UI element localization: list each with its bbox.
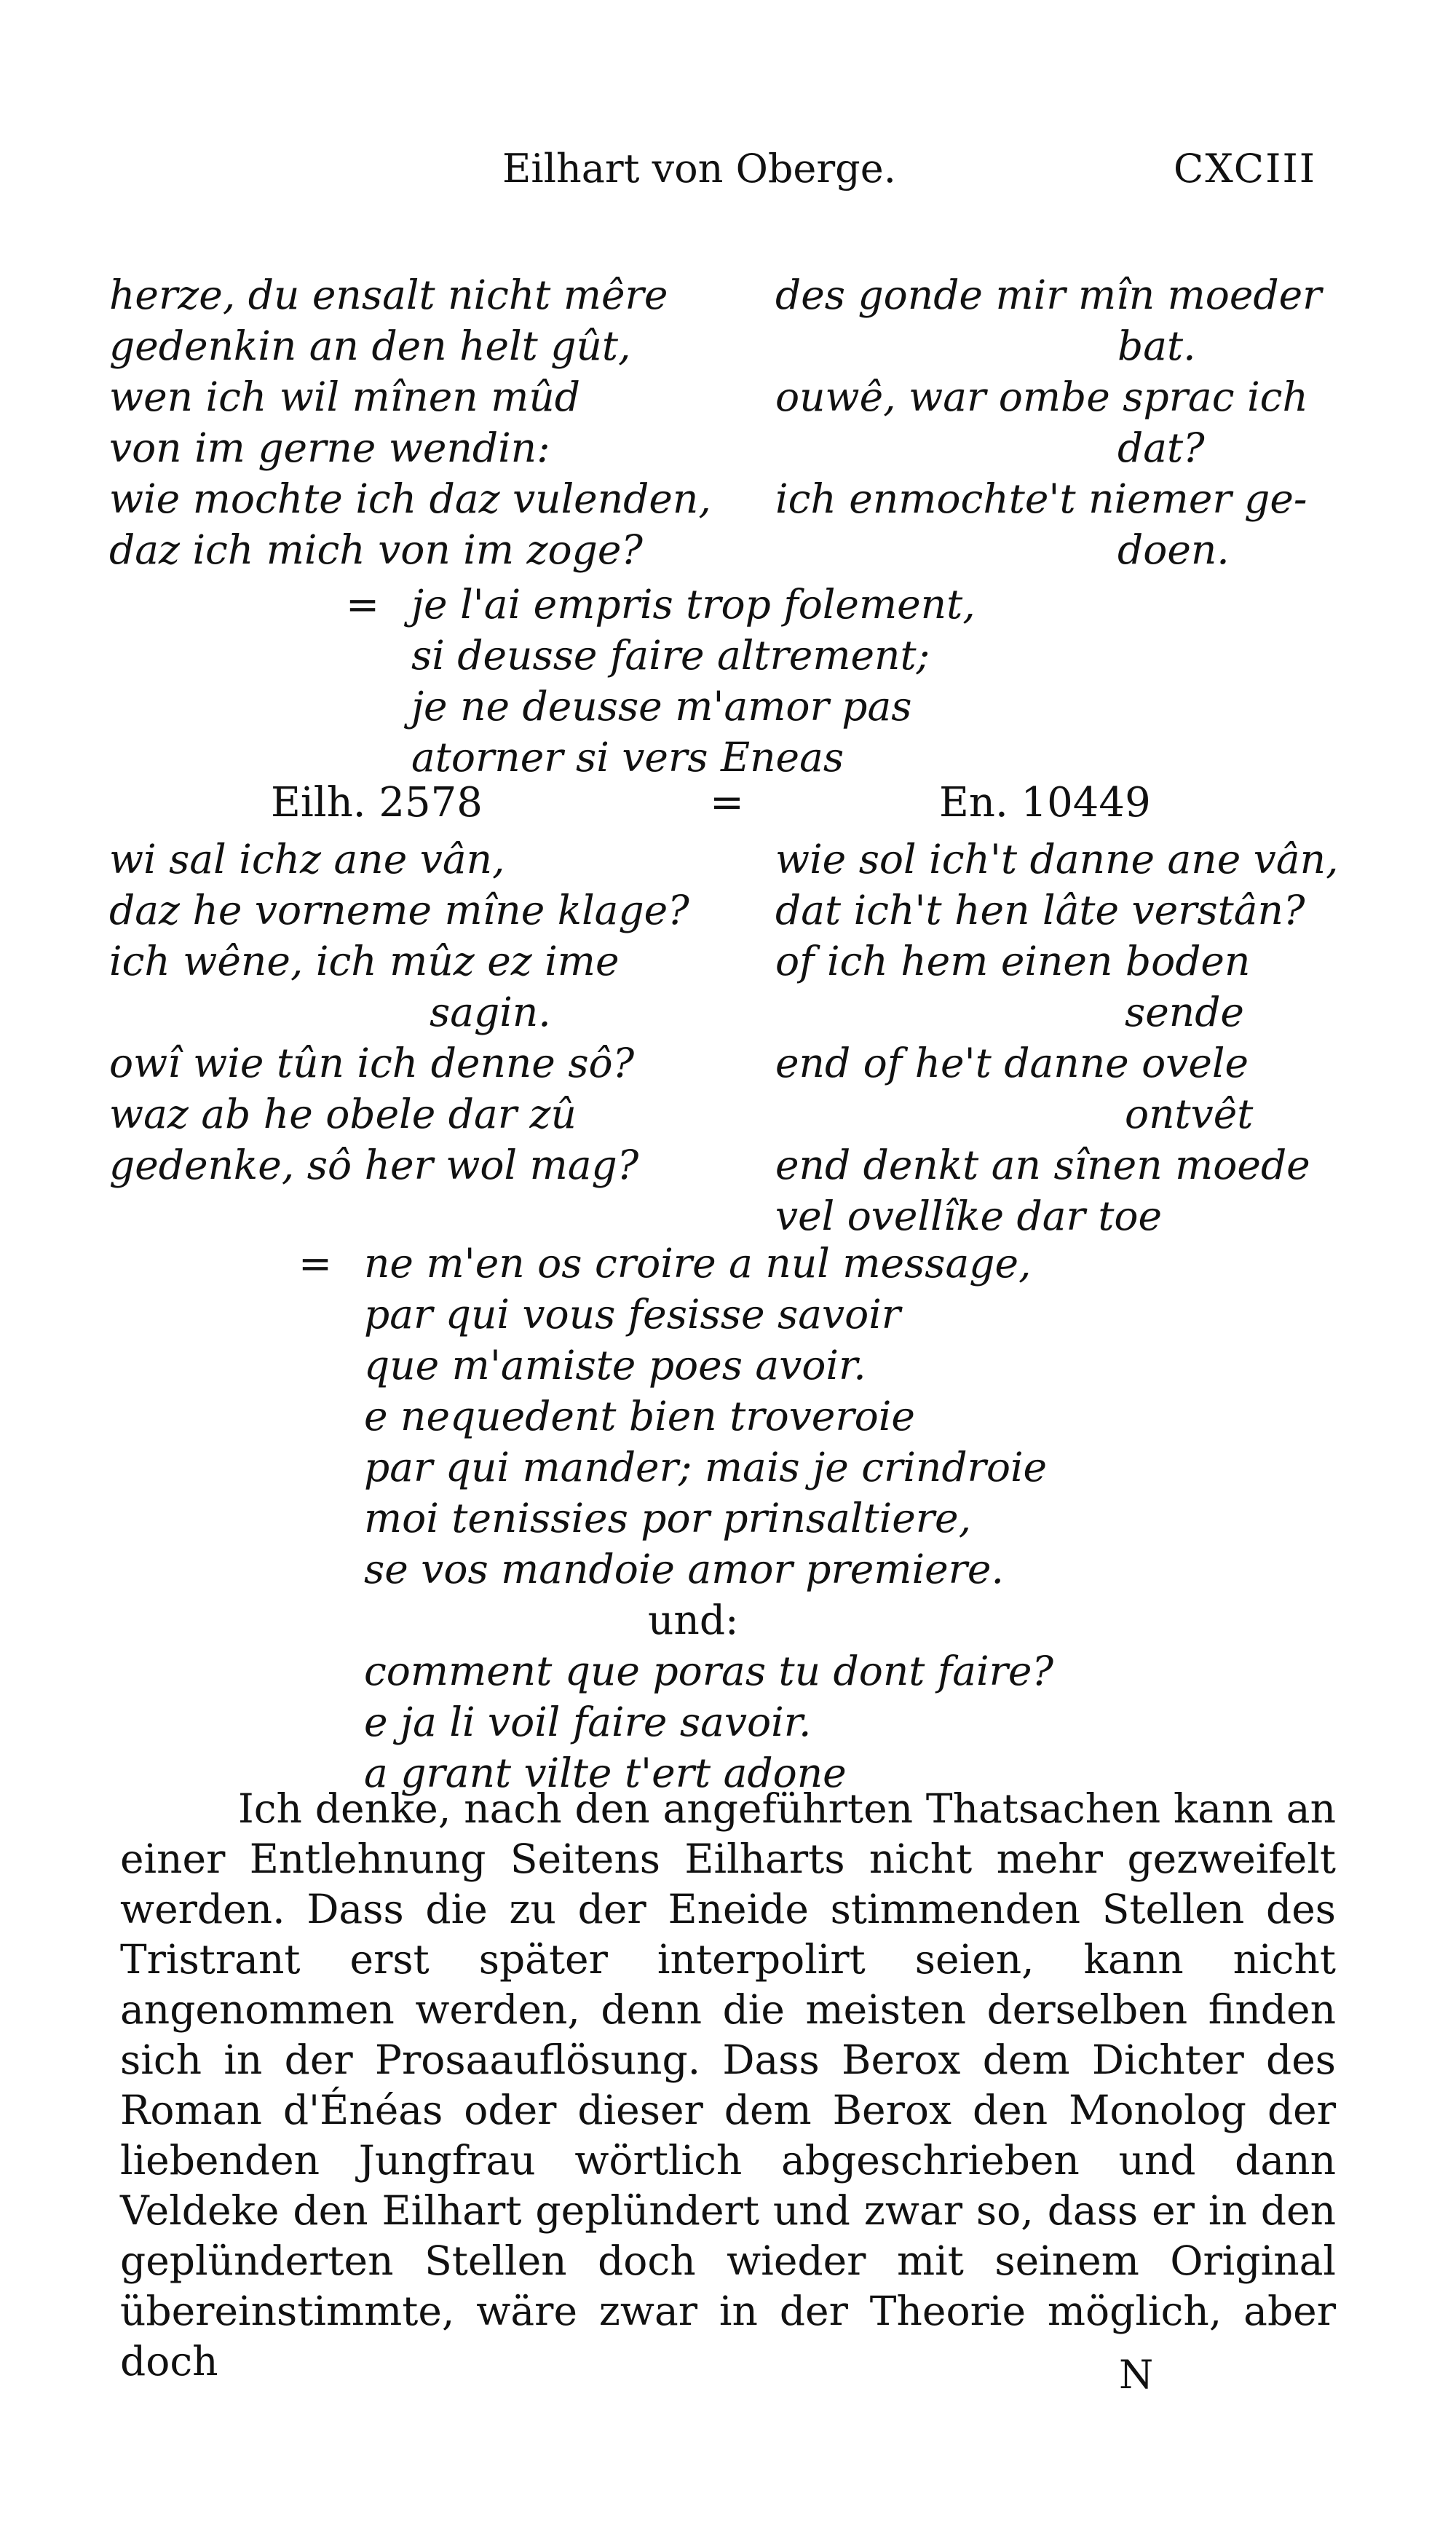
french-verse-line: par qui mander; mais je crindroie bbox=[364, 1444, 1048, 1490]
french-verse-line: comment que poras tu dont faire? bbox=[364, 1648, 1053, 1694]
verse-line: vel ovellîke dar toe bbox=[775, 1193, 1163, 1239]
verse-line: wie sol ich't danne ane vân, bbox=[775, 836, 1339, 882]
verse-line: owî wie tûn ich denne sô? bbox=[109, 1040, 635, 1086]
verse-line-continuation: bat. bbox=[1117, 323, 1196, 369]
verse-line: of ich hem einen boden bbox=[775, 938, 1251, 984]
verse-line-continuation: sagin. bbox=[430, 989, 551, 1035]
reference-equals: = bbox=[710, 779, 744, 826]
block2-right-column bbox=[775, 834, 1339, 1241]
equals-sign: = bbox=[298, 1240, 333, 1287]
verse-line-continuation: sende bbox=[1125, 989, 1244, 1035]
verse-line: ich enmochte't niemer ge- bbox=[775, 475, 1307, 522]
block2-left-column bbox=[109, 834, 689, 1190]
verse-line: ich wêne, ich mûz ez ime bbox=[109, 938, 620, 984]
prose-paragraph bbox=[120, 1784, 1336, 2387]
reference-left: Eilh. 2578 bbox=[271, 779, 483, 826]
french-verse-line: par qui vous fesisse savoir bbox=[364, 1291, 901, 1338]
verse-line: gedenkin an den helt gût, bbox=[109, 323, 631, 369]
block1-left-column bbox=[109, 269, 711, 575]
verse-line-continuation: doen. bbox=[1117, 526, 1230, 573]
verse-line: gedenke, sô her wol mag? bbox=[109, 1142, 639, 1188]
french-verse-line: a grant vilte t'ert adone bbox=[364, 1750, 847, 1796]
verse-line: daz ich mich von im zoge? bbox=[109, 526, 643, 573]
signature-mark: N bbox=[1119, 2352, 1154, 2398]
block2-french-quote bbox=[298, 1238, 1053, 1798]
verse-line: end denkt an sînen moede bbox=[775, 1142, 1310, 1188]
connector-und: und: bbox=[648, 1597, 739, 1643]
page-number: CXCIII bbox=[1174, 146, 1317, 191]
french-verse-line: se vos mandoie amor premiere. bbox=[364, 1546, 1004, 1592]
block1-french-quote bbox=[346, 579, 976, 783]
equals-sign: = bbox=[346, 581, 380, 628]
french-verse-line: je ne deusse m'amor pas bbox=[411, 683, 912, 730]
running-title: Eilhart von Oberge. bbox=[502, 146, 896, 191]
reference-right: En. 10449 bbox=[939, 779, 1151, 826]
verse-line: end of he't danne ovele bbox=[775, 1040, 1249, 1086]
verse-line: des gonde mir mîn moeder bbox=[775, 272, 1322, 318]
verse-line: waz ab he obele dar zû bbox=[109, 1091, 577, 1137]
verse-line: dat ich't hen lâte verstân? bbox=[775, 887, 1305, 933]
verse-line: herze, du ensalt nicht mêre bbox=[109, 272, 668, 318]
french-verse-line: e nequedent bien troveroie bbox=[364, 1393, 915, 1439]
verse-line-continuation: dat? bbox=[1117, 424, 1205, 471]
verse-line: wi sal ichz ane vân, bbox=[109, 836, 505, 882]
verse-line-continuation: ontvêt bbox=[1125, 1091, 1254, 1137]
french-verse-line: si deusse faire altrement; bbox=[411, 632, 930, 679]
french-verse-line: je l'ai empris trop folement, bbox=[411, 581, 976, 628]
verse-line: wie mochte ich daz vulenden, bbox=[109, 475, 711, 522]
french-verse-line: moi tenissies por prinsaltiere, bbox=[364, 1495, 972, 1541]
french-verse-line: ne m'en os croire a nul message, bbox=[364, 1240, 1032, 1287]
verse-line: ouwê, war ombe sprac ich bbox=[775, 374, 1308, 420]
french-verse-line: e ja li voil faire savoir. bbox=[364, 1699, 812, 1745]
block1-right-column bbox=[775, 269, 1325, 575]
verse-line: daz he vorneme mîne klage? bbox=[109, 887, 689, 933]
prose-text: Ich denke, nach den angeführten Thatsachen kann an einer Entlehnung Seitens Eilharts nicht mehr gezweifelt werden. Dass die zu der Eneide stimmenden Stellen des Tristrant erst später interpolirt seien, kann nicht angenommen werden, denn die meisten derselben finden sich in der Prosaauflösung. Dass Berox dem Dichter des Roman d'Énéas oder dieser dem Berox den Monolog der liebenden Jungfrau wörtlich abgeschrieben und dann Veldeke den Eilhart geplündert und zwar so, dass er in den geplünderten Stellen doch wieder mit seinem Original übereinstimmte, wäre zwar in der Theorie möglich, aber doch bbox=[120, 1785, 1336, 2385]
verse-line: wen ich wil mînen mûd bbox=[109, 374, 580, 420]
verse-line: von im gerne wendin: bbox=[109, 424, 550, 471]
french-verse-line: atorner si vers Eneas bbox=[411, 734, 844, 781]
french-verse-line: que m'amiste poes avoir. bbox=[364, 1342, 866, 1389]
